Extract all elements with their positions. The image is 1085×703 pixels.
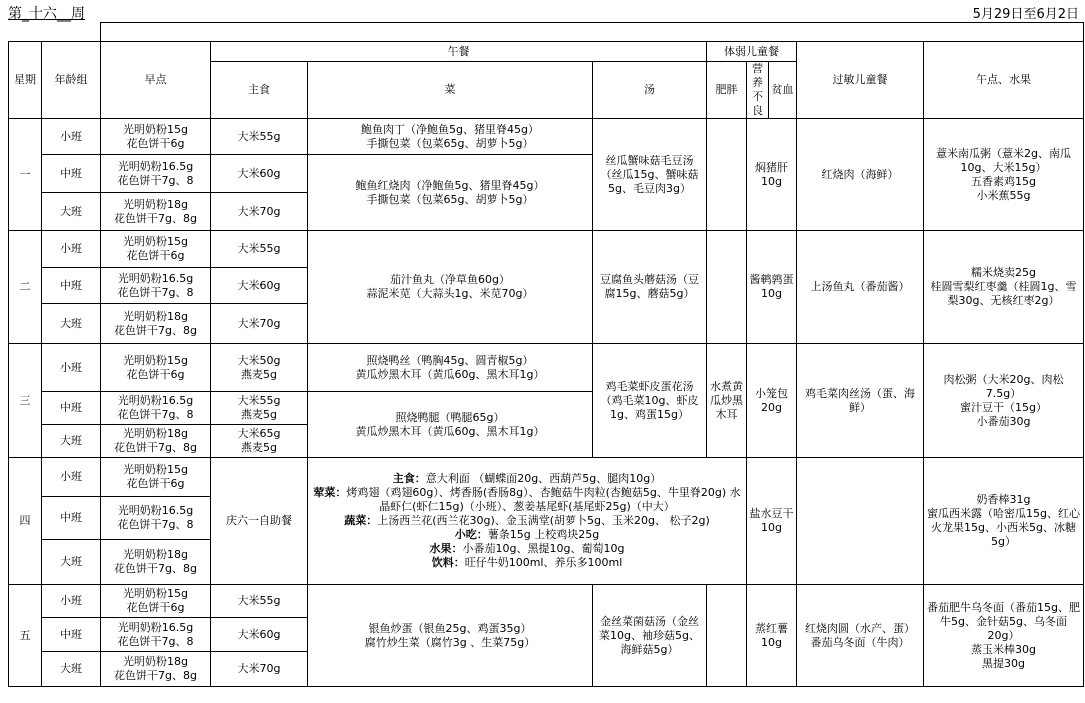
top-bar: [0, 0, 1085, 22]
breakfast-cell: 光明奶粉18g 花色饼干7g、8g: [101, 652, 211, 687]
buffet-line: [310, 514, 744, 528]
obese-cell: [707, 231, 747, 344]
obese-cell: [707, 119, 747, 231]
breakfast-cell: 光明奶粉15g 花色饼干6g: [101, 344, 211, 392]
breakfast-cell: 光明奶粉16.5g 花色饼干7g、8: [101, 496, 211, 539]
breakfast-cell: 光明奶粉16.5g 花色饼干7g、8: [101, 155, 211, 193]
group-middle: 中班: [42, 618, 101, 652]
group-middle: 中班: [42, 392, 101, 425]
dish-cell: 鲍鱼红烧肉（净鲍鱼5g、猪里脊45g） 手撕包菜（包菜65g、胡萝卜5g）: [308, 155, 593, 231]
header-dish: 菜: [308, 62, 593, 119]
group-middle: 中班: [42, 496, 101, 539]
soup-cell: 鸡毛菜虾皮蛋花汤（鸡毛菜10g、虾皮1g、鸡蛋15g）: [593, 344, 707, 458]
snack-cell: 肉松粥（大米20g、肉松7.5g） 蜜汁豆干（15g） 小番茄30g: [924, 344, 1084, 458]
buffet-cell: 庆六一自助餐: [211, 458, 308, 585]
header-age-group: 年龄组: [42, 42, 101, 119]
header-weak-meal: 体弱儿童餐: [707, 42, 797, 62]
breakfast-cell: 光明奶粉15g 花色饼干6g: [101, 585, 211, 618]
group-large: 大班: [42, 193, 101, 231]
group-small: 小班: [42, 458, 101, 497]
weak-meal-cell: 盐水豆干 10g: [747, 458, 797, 585]
date-range: 5月29日至6月2日: [972, 7, 1079, 22]
breakfast-cell: 光明奶粉18g 花色饼干7g、8g: [101, 304, 211, 344]
allergy-cell: 上汤鱼丸（番茄酱）: [797, 231, 924, 344]
weak-meal-cell: 蒸红薯 10g: [747, 585, 797, 687]
header-obese: 肥胖: [707, 62, 747, 119]
header-spacer: [101, 23, 1084, 42]
header-soup: 汤: [593, 62, 707, 119]
buffet-line-text: 烤鸡翅（鸡翅60g）、烤香肠(香肠8g）、杏鲍菇牛肉粒(杏鲍菇5g、牛里脊20g) 水晶虾仁(虾仁15g)（小班）、葱姜基尾虾(基尾虾25g)（中大）: [346, 486, 741, 513]
staple-cell: 大米65g 燕麦5g: [211, 425, 308, 458]
group-large: 大班: [42, 304, 101, 344]
header-allergy: 过敏儿童餐: [797, 42, 924, 119]
breakfast-cell: 光明奶粉16.5g 花色饼干7g、8: [101, 618, 211, 652]
breakfast-cell: 光明奶粉18g 花色饼干7g、8g: [101, 425, 211, 458]
breakfast-cell: 光明奶粉15g 花色饼干6g: [101, 119, 211, 155]
buffet-line-label: 主食：: [392, 472, 426, 485]
dish-cell: 照烧鸭腿（鸭腿65g） 黄瓜炒黑木耳（黄瓜60g、黑木耳1g）: [308, 392, 593, 458]
group-large: 大班: [42, 539, 101, 584]
dish-cell: 鲍鱼肉丁（净鲍鱼5g、猪里脊45g） 手撕包菜（包菜65g、胡萝卜5g）: [308, 119, 593, 155]
dish-cell: 照烧鸭丝（鸭胸45g、圆青椒5g） 黄瓜炒黑木耳（黄瓜60g、黑木耳1g）: [308, 344, 593, 392]
buffet-line-label: 水果：: [429, 542, 463, 555]
weak-meal-cell: 焖猪肝 10g: [747, 119, 797, 231]
breakfast-cell: 光明奶粉15g 花色饼干6g: [101, 458, 211, 497]
allergy-cell: [797, 458, 924, 585]
buffet-line-text: 小番茄10g、黑提10g、葡萄10g: [462, 542, 625, 555]
snack-cell: 糯米烧卖25g 桂圆雪梨红枣羹（桂圆1g、雪梨30g、无核红枣2g）: [924, 231, 1084, 344]
snack-cell: 奶香棒31g 蜜瓜西米露（哈密瓜15g、红心火龙果15g、小西米5g、冰糖5g）: [924, 458, 1084, 585]
header-lunch: 午餐: [211, 42, 707, 62]
obese-cell: [707, 585, 747, 687]
header-malnutrition: 营养不良: [747, 62, 769, 119]
group-middle: 中班: [42, 268, 101, 304]
weak-meal-cell: 小笼包 20g: [747, 344, 797, 458]
group-small: 小班: [42, 119, 101, 155]
breakfast-cell: 光明奶粉18g 花色饼干7g、8g: [101, 539, 211, 584]
breakfast-cell: 光明奶粉18g 花色饼干7g、8g: [101, 193, 211, 231]
header-anemia: 贫血: [769, 62, 797, 119]
allergy-cell: 红烧肉圆（水产、蛋） 番茄乌冬面（牛肉）: [797, 585, 924, 687]
staple-cell: 大米70g: [211, 193, 308, 231]
staple-cell: 大米60g: [211, 155, 308, 193]
allergy-cell: 红烧肉（海鲜）: [797, 119, 924, 231]
day-wednesday: 三: [9, 344, 42, 458]
group-small: 小班: [42, 344, 101, 392]
weak-meal-cell: 酱鹌鹑蛋 10g: [747, 231, 797, 344]
dish-cell: 茄汁鱼丸（净草鱼60g） 蒜泥米苋（大蒜头1g、米苋70g）: [308, 231, 593, 344]
allergy-cell: 鸡毛菜肉丝汤（蛋、海鲜）: [797, 344, 924, 458]
buffet-line-text: 上汤西兰花(西兰花30g)、金玉满堂(胡萝卜5g、玉米20g、 松子2g): [377, 514, 710, 527]
soup-cell: 金丝菜菌菇汤（金丝菜10g、袖珍菇5g、海鲜菇5g）: [593, 585, 707, 687]
buffet-line: [310, 472, 744, 486]
buffet-line-label: 饮料：: [431, 556, 465, 569]
obese-cell: 水煮黄瓜炒黑木耳: [707, 344, 747, 458]
day-monday: 一: [9, 119, 42, 231]
day-tuesday: 二: [9, 231, 42, 344]
buffet-line-label: 荤菜：: [313, 486, 347, 499]
header-staple: 主食: [211, 62, 308, 119]
week-label: 第_十六__周: [8, 6, 85, 22]
staple-cell: 大米70g: [211, 304, 308, 344]
buffet-line-label: 蔬菜：: [344, 514, 378, 527]
buffet-menu: [308, 458, 747, 585]
buffet-line-text: 意大利面 （蝴蝶面20g、西葫芦5g、腿肉10g）: [425, 472, 662, 485]
header-breakfast: 早点: [101, 42, 211, 119]
buffet-line-text: 薯条15g 上校鸡块25g: [487, 528, 600, 541]
breakfast-cell: 光明奶粉15g 花色饼干6g: [101, 231, 211, 268]
header-snack: 午点、水果: [924, 42, 1084, 119]
buffet-lines: [310, 472, 744, 570]
soup-cell: 豆腐鱼头蘑菇汤（豆腐15g、蘑菇5g）: [593, 231, 707, 344]
snack-cell: 薏米南瓜粥（薏米2g、南瓜10g、大米15g） 五香素鸡15g 小米蕉55g: [924, 119, 1084, 231]
day-friday: 五: [9, 585, 42, 687]
buffet-line: [310, 542, 744, 556]
staple-cell: 大米60g: [211, 268, 308, 304]
staple-cell: 大米55g 燕麦5g: [211, 392, 308, 425]
staple-cell: 大米60g: [211, 618, 308, 652]
breakfast-cell: 光明奶粉16.5g 花色饼干7g、8: [101, 268, 211, 304]
breakfast-cell: 光明奶粉16.5g 花色饼干7g、8: [101, 392, 211, 425]
group-middle: 中班: [42, 155, 101, 193]
buffet-line-text: 旺仔牛奶100ml、养乐多100ml: [464, 556, 623, 569]
group-small: 小班: [42, 231, 101, 268]
group-large: 大班: [42, 425, 101, 458]
staple-cell: 大米55g: [211, 585, 308, 618]
staple-cell: 大米50g 燕麦5g: [211, 344, 308, 392]
menu-table: [8, 22, 1084, 687]
staple-cell: 大米70g: [211, 652, 308, 687]
staple-cell: 大米55g: [211, 231, 308, 268]
group-large: 大班: [42, 652, 101, 687]
dish-cell: 银鱼炒蛋（银鱼25g、鸡蛋35g） 腐竹炒生菜（腐竹3g 、生菜75g）: [308, 585, 593, 687]
staple-cell: 大米55g: [211, 119, 308, 155]
header-day: 星期: [9, 42, 42, 119]
soup-cell: 丝瓜蟹味菇毛豆汤（丝瓜15g、蟹味菇5g、毛豆肉3g）: [593, 119, 707, 231]
day-thursday: 四: [9, 458, 42, 585]
snack-cell: 番茄肥牛乌冬面（番茄15g、肥牛5g、金针菇5g、乌冬面20g） 蒸玉米棒30g 黑提30g: [924, 585, 1084, 687]
buffet-line: [310, 486, 744, 514]
group-small: 小班: [42, 585, 101, 618]
buffet-line: [310, 556, 744, 570]
buffet-line: [310, 528, 744, 542]
buffet-line-label: 小吃：: [454, 528, 488, 541]
